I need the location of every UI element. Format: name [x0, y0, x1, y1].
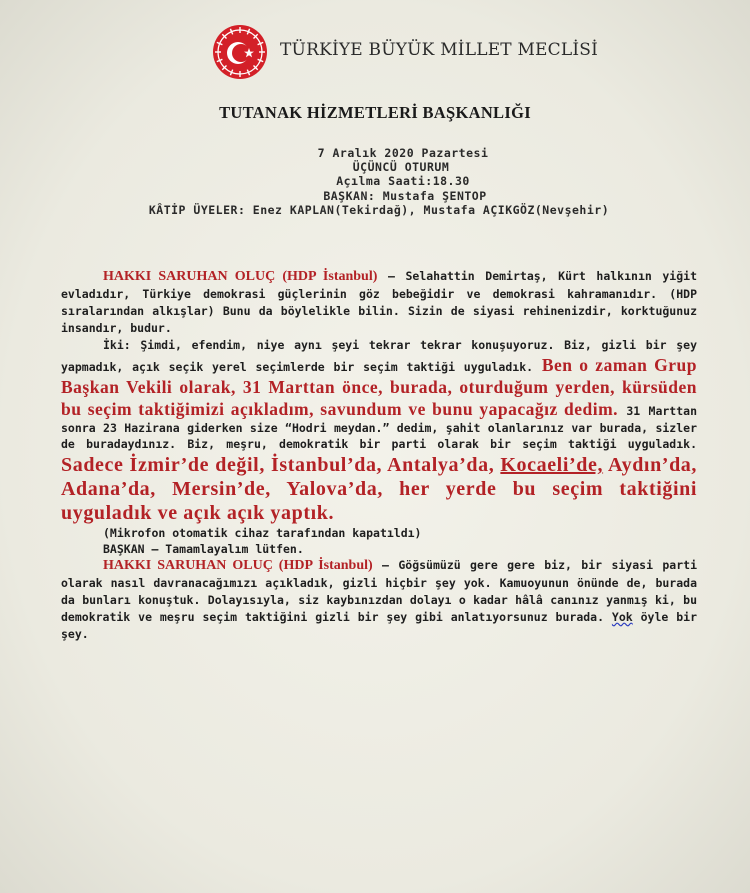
session-clerks: KÂTİP ÜYELER: Enez KAPLAN(Tekirdağ), Mustafa AÇIKGÖZ(Nevşehir): [148, 202, 610, 217]
paragraph-text: – Göğsümüzü gere gere biz, bir siyasi parti olarak nasıl davranacağımızı açıkladık, gizli hiçbir şey yok. Kamuoyunun önünde de, burada da bunları konuştuk. Dolayısıyla, siz kaybınızdan dolayı o kadar hâlâ canınız yanmış ki, bu demokratik ve meşru seçim taktiğini gizli bir şey gibi anlatıyorsunuz burada.: [61, 558, 697, 625]
session-sitting: ÜÇÜNCÜ OTURUM: [352, 160, 450, 175]
paragraph-text: – Selahattin Demirtaş, Kürt halkının yiğit evladıdır, Türkiye demokrasi güçlerinin göz bebeğidir ve demokrasi kahramanıdır. (HDP sıralarından alkışlar) Bunu da böylelikle bilin. Sizin de siyasi rehinenizdir, korktuğunuz insandır, budur.: [61, 269, 697, 335]
paragraph-text: 31 Marttan sonra 23 Hazirana giderken size “Hodri meydan.” dedim, şahit olanlarınız var burada, sizler de buradaydınız. Biz, meşru, demokratik bir parti olarak bir seçim taktiği uyguladık.: [61, 403, 697, 452]
highlighted-quote-underlined: Kocaeli’de,: [500, 454, 604, 477]
session-date: 7 Aralık 2020 Pazartesi: [317, 146, 489, 160]
paragraph-text: İki: Şimdi, efendim, niye aynı şeyi tekrar tekrar konuşuyoruz. Biz, gizli bir şey yapmadık, açık seçik yerel seçimlerde bir seçim taktiği uyguladık.: [61, 337, 697, 374]
session-info: [0, 146, 750, 217]
session-chair: BAŞKAN: Mustafa ŞENTOP: [323, 188, 487, 203]
paragraph-text: öyle bir şey.: [61, 610, 697, 641]
department-title: TUTANAK HİZMETLERİ BAŞKANLIĞI: [219, 103, 531, 122]
transcript-body: [61, 268, 697, 643]
transcript-paragraph-1: [61, 268, 697, 337]
session-opening-time: Açılma Saati:18.30: [336, 174, 470, 189]
transcript-paragraph-2: [61, 337, 697, 526]
org-name: TÜRKİYE BÜYÜK MİLLET MECLİSİ: [280, 40, 599, 60]
highlighted-quote: Aydın’da, Adana’da, Mersin’de, Yalova’da, her yerde bu seçim taktiğini uyguladık ve açık açık yaptık.: [61, 454, 697, 525]
tbmm-emblem-icon: [212, 24, 268, 80]
highlighted-quote: Ben o zaman Grup Başkan Vekili olarak, 31 Marttan önce, burada, oturduğum yerden, kürsüden bu seçim taktiğimizi açıkladım, savundum ve bunu yapacağız dedim.: [61, 354, 697, 419]
highlighted-quote: Sadece İzmir’de değil, İstanbul’da, Antalya’da,: [61, 454, 501, 477]
stage-direction: (Mikrofon otomatik cihaz tarafından kapatıldı): [103, 526, 422, 541]
transcript-paragraph-3: [61, 557, 697, 643]
speaker-name: HAKKI SARUHAN OLUÇ (HDP İstanbul): [103, 558, 373, 574]
speaker-name: HAKKI SARUHAN OLUÇ (HDP İstanbul): [103, 269, 378, 284]
header: [0, 18, 750, 80]
spellcheck-underlined-word: Yok: [611, 610, 633, 625]
chair-remark: BAŞKAN – Tamamlayalım lütfen.: [103, 542, 304, 557]
